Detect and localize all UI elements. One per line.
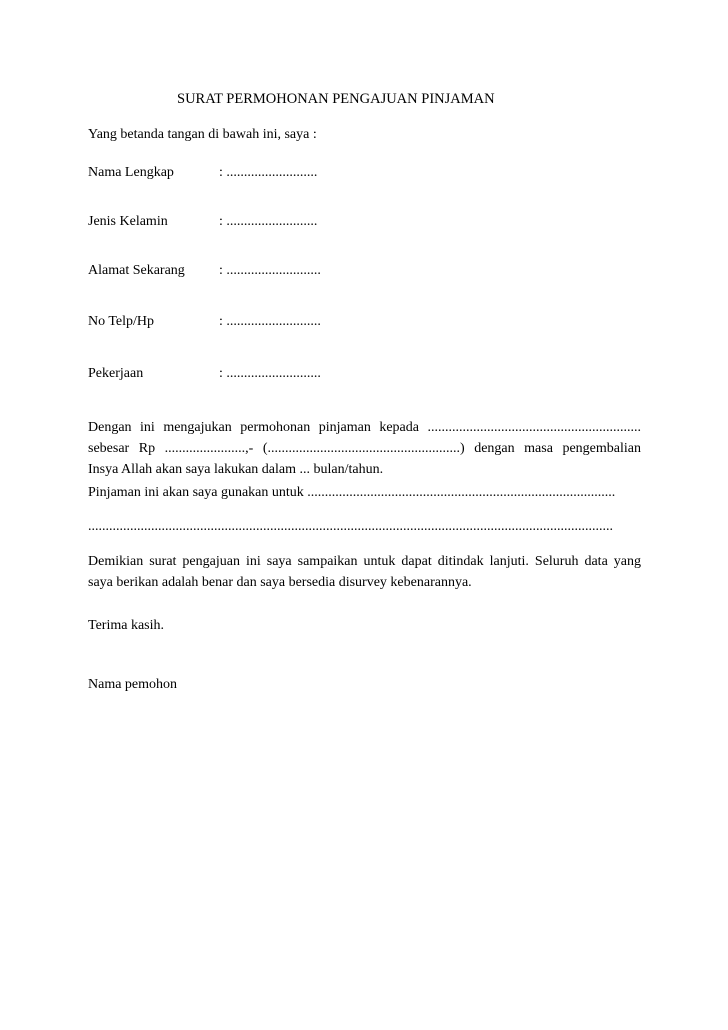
field-value: : ........................... <box>219 314 321 329</box>
thanks-text: Terima kasih. <box>88 618 164 633</box>
request-line-3: Insya Allah akan saya lakukan dalam ... bulan/tahun. <box>88 462 384 477</box>
field-value: : ........................... <box>219 263 321 278</box>
field-value: : ........................... <box>219 366 321 381</box>
signature-label: Nama pemohon <box>88 677 178 692</box>
purpose-continuation-line: ...................................................................................................................................................... <box>88 519 613 534</box>
field-label: Alamat Sekarang <box>88 263 185 278</box>
field-value: : .......................... <box>219 165 318 180</box>
field-label: No Telp/Hp <box>88 314 155 329</box>
field-nama-lengkap <box>88 164 648 182</box>
field-no-telp <box>88 313 648 331</box>
field-label: Pekerjaan <box>88 366 144 381</box>
closing-paragraph <box>88 551 641 593</box>
field-alamat-sekarang <box>88 262 648 280</box>
request-line-2: sebesar Rp .......................,- (.......................................................) dengan masa pengembalian <box>88 441 641 456</box>
request-line-1: Dengan ini mengajukan permohonan pinjaman kepada ............................................................. <box>88 420 641 435</box>
request-paragraph <box>88 417 641 480</box>
field-label: Nama Lengkap <box>88 165 174 180</box>
field-jenis-kelamin <box>88 213 648 231</box>
field-value: : .......................... <box>219 214 318 229</box>
field-pekerjaan <box>88 365 648 383</box>
closing-line-2: saya berikan adalah benar dan saya bersedia disurvey kebenarannya. <box>88 575 472 590</box>
closing-line-1: Demikian surat pengajuan ini saya sampaikan untuk dapat ditindak lanjuti. Seluruh data yang <box>88 554 641 569</box>
purpose-line: Pinjaman ini akan saya gunakan untuk ........................................................................................ <box>88 485 616 500</box>
field-label: Jenis Kelamin <box>88 214 168 229</box>
intro-text: Yang betanda tangan di bawah ini, saya : <box>88 127 317 142</box>
document-title: SURAT PERMOHONAN PENGAJUAN PINJAMAN <box>177 91 495 107</box>
